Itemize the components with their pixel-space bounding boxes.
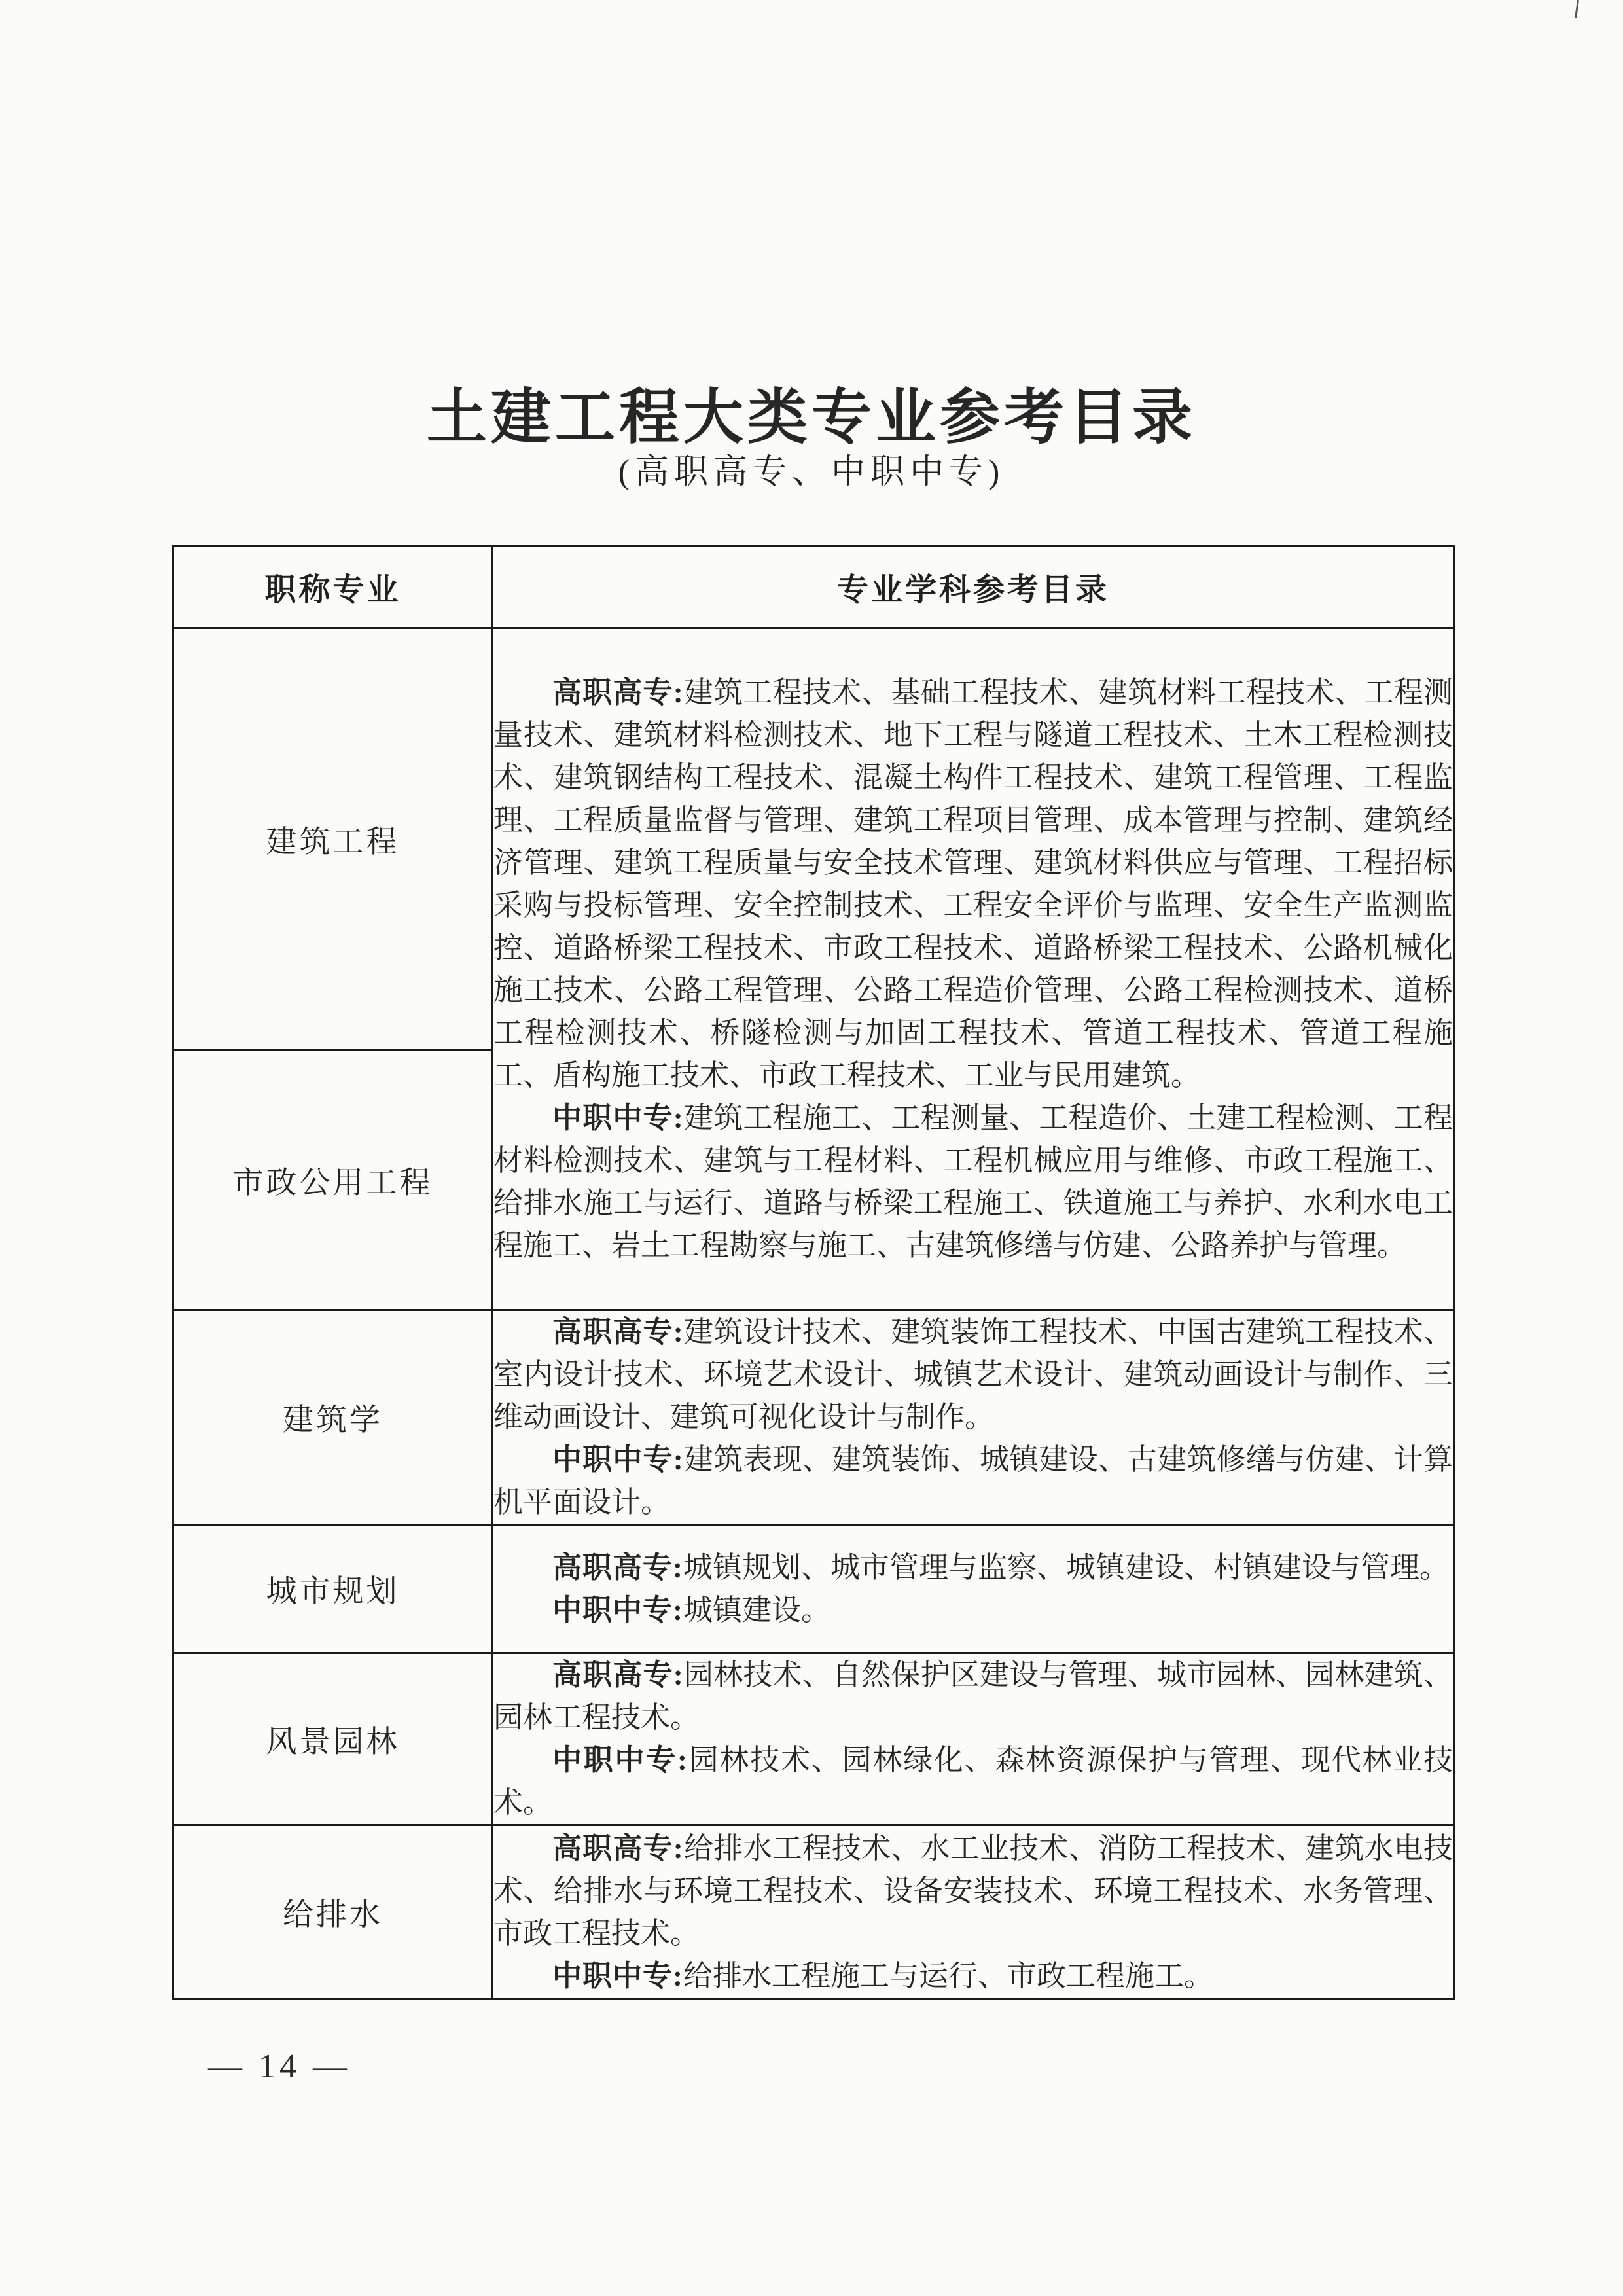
catalog-text: 城镇建设。: [683, 1593, 831, 1626]
catalog-cell-architecture: [493, 1310, 1454, 1525]
catalog-paragraph: [493, 1589, 1453, 1632]
header-catalog: 专业学科参考目录: [493, 546, 1454, 628]
table-row: [173, 628, 1454, 1050]
track-label: 中职中专:: [552, 1593, 683, 1626]
page-number: — 14 —: [208, 2048, 351, 2085]
page-subtitle: (高职高专、中职中专): [618, 454, 1005, 491]
page-title: 土建工程大类专业参考目录: [426, 384, 1196, 451]
track-label: 高职高专:: [552, 1831, 684, 1865]
catalog-text: 建筑设计技术、建筑装饰工程技术、中国古建筑工程技术、室内设计技术、环境艺术设计、城镇艺术设计、建筑动画设计与制作、三维动画设计、建筑可视化设计与制作。: [493, 1316, 1453, 1433]
track-label: 高职高专:: [552, 1551, 683, 1584]
scan-artifact: [1575, 0, 1579, 18]
catalog-paragraph: [493, 1955, 1453, 1998]
table-row: [173, 1653, 1454, 1825]
track-label: 中职中专:: [552, 1443, 684, 1476]
catalog-paragraph: [493, 1654, 1453, 1739]
catalog-text: 给排水工程技术、水工业技术、消防工程技术、建筑水电技术、给排水与环境工程技术、设备安装技术、环境工程技术、水务管理、市政工程技术。: [493, 1831, 1453, 1950]
track-label: 中职中专:: [552, 1959, 683, 1992]
track-label: 高职高专:: [552, 675, 684, 709]
table-header-row: [173, 546, 1454, 628]
table-row: [173, 1310, 1454, 1525]
catalog-text: 园林技术、自然保护区建设与管理、城市园林、园林建筑、园林工程技术。: [493, 1659, 1453, 1734]
catalog-paragraph: [493, 1097, 1453, 1267]
specialty-shizheng-gongyong: 市政公用工程: [173, 1050, 493, 1310]
table-row: [173, 1525, 1454, 1653]
catalog-text: 城镇规划、城市管理与监察、城镇建设、村镇建设与管理。: [683, 1551, 1450, 1584]
track-label: 高职高专:: [552, 1316, 684, 1348]
catalog-text: 给排水工程施工与运行、市政工程施工。: [683, 1959, 1214, 1992]
specialty-jianzhuxue: 建筑学: [173, 1310, 493, 1525]
catalog-text: 建筑工程技术、基础工程技术、建筑材料工程技术、工程测量技术、建筑材料检测技术、地下工程与隧道工程技术、土木工程检测技术、建筑钢结构工程技术、混凝土构件工程技术、建筑工程管理、工程监理、工程质量监督与管理、建筑工程项目管理、成本管理与控制、建筑经济管理、建筑工程质量与安全技术管理、建筑材料供应与管理、工程招标采购与投标管理、安全控制技术、工程安全评价与监理、安全生产监测监控、道路桥梁工程技术、市政工程技术、道路桥梁工程技术、公路机械化施工技术、公路工程管理、公路工程造价管理、公路工程检测技术、道桥工程检测技术、桥隧检测与加固工程技术、管道工程技术、管道工程施工、盾构施工技术、市政工程技术、工业与民用建筑。: [493, 675, 1453, 1092]
track-label: 中职中专:: [552, 1101, 684, 1134]
specialty-fengjing-yuanlin: 风景园林: [173, 1653, 493, 1825]
catalog-paragraph: [493, 1739, 1453, 1824]
catalog-cell-urban-planning: [493, 1525, 1454, 1653]
table-row: [173, 1825, 1454, 2000]
catalog-text: 园林技术、园林绿化、森林资源保护与管理、现代林业技术。: [493, 1744, 1453, 1819]
catalog-text: 建筑工程施工、工程测量、工程造价、土建工程检测、工程材料检测技术、建筑与工程材料、工程机械应用与维修、市政工程施工、给排水施工与运行、道路与桥梁工程施工、铁道施工与养护、水利水电工程施工、岩土工程勘察与施工、古建筑修缮与仿建、公路养护与管理。: [493, 1101, 1453, 1262]
catalog-cell-water-supply: [493, 1825, 1454, 2000]
track-label: 中职中专:: [552, 1744, 688, 1776]
catalog-cell-construction: [493, 628, 1454, 1310]
header-specialty: 职称专业: [173, 546, 493, 628]
catalog-paragraph: [493, 1827, 1453, 1955]
specialty-jianzhu-gongcheng: 建筑工程: [173, 628, 493, 1050]
catalog-paragraph: [493, 1311, 1453, 1439]
catalog-paragraph: [493, 1547, 1453, 1589]
catalog-text: 建筑表现、建筑装饰、城镇建设、古建筑修缮与仿建、计算机平面设计。: [493, 1443, 1453, 1518]
track-label: 高职高专:: [552, 1659, 684, 1691]
catalog-cell-landscape: [493, 1653, 1454, 1825]
catalog-paragraph: [493, 1439, 1453, 1524]
reference-table: [172, 545, 1455, 2000]
specialty-geipaishui: 给排水: [173, 1825, 493, 2000]
specialty-chengshi-guihua: 城市规划: [173, 1525, 493, 1653]
catalog-paragraph: [493, 672, 1453, 1097]
